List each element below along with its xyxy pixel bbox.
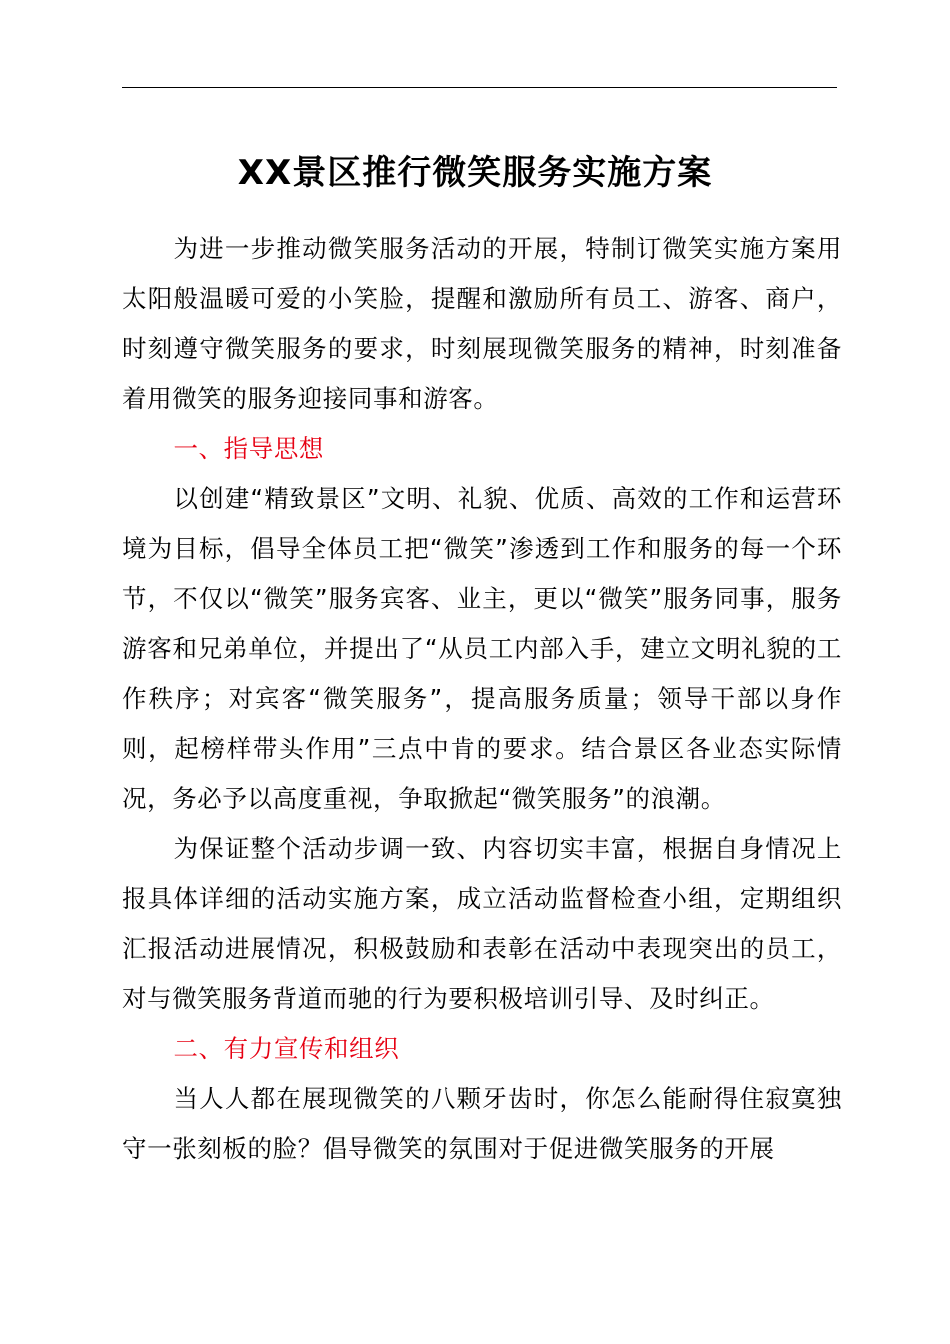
document-body [122, 224, 842, 1174]
section-heading-publicity: 二、有力宣传和组织 [173, 1034, 400, 1063]
guiding-ideology-paragraph: 以创建“精致景区”文明、礼貌、优质、高效的工作和运营环境为目标，倡导全体员工把“微笑”渗透到工作和服务的每一个环节，不仅以“微笑”服务宾客、业主，更以“微笑”服务同事，服务游客和兄弟单位，并提出了“从员工内部入手，建立文明礼貌的工作秩序；对宾客“微笑服务”，提高服务质量；领导干部以身作则，起榜样带头作用”三点中肯的要求。结合景区各业态实际情况，务必予以高度重视，争取掀起“微笑服务”的浪潮。 [122, 484, 842, 813]
header-rule [122, 87, 837, 88]
implementation-paragraph: 为保证整个活动步调一致、内容切实丰富，根据自身情况上报具体详细的活动实施方案，成立活动监督检查小组，定期组织汇报活动进展情况，积极鼓励和表彰在活动中表现突出的员工，对与微笑服务背道而驰的行为要积极培训引导、及时纠正。 [122, 834, 842, 1013]
section-heading-guiding-ideology: 一、指导思想 [173, 434, 325, 463]
publicity-paragraph: 当人人都在展现微笑的八颗牙齿时，你怎么能耐得住寂寞独守一张刻板的脸？倡导微笑的氛围对于促进微笑服务的开展 [122, 1084, 842, 1163]
document-title: XX景区推行微笑服务实施方案 [237, 153, 713, 193]
intro-paragraph: 为进一步推动微笑服务活动的开展，特制订微笑实施方案用太阳般温暖可爱的小笑脸，提醒和激励所有员工、游客、商户，时刻遵守微笑服务的要求，时刻展现微笑服务的精神，时刻准备着用微笑的服务迎接同事和游客。 [122, 234, 842, 413]
